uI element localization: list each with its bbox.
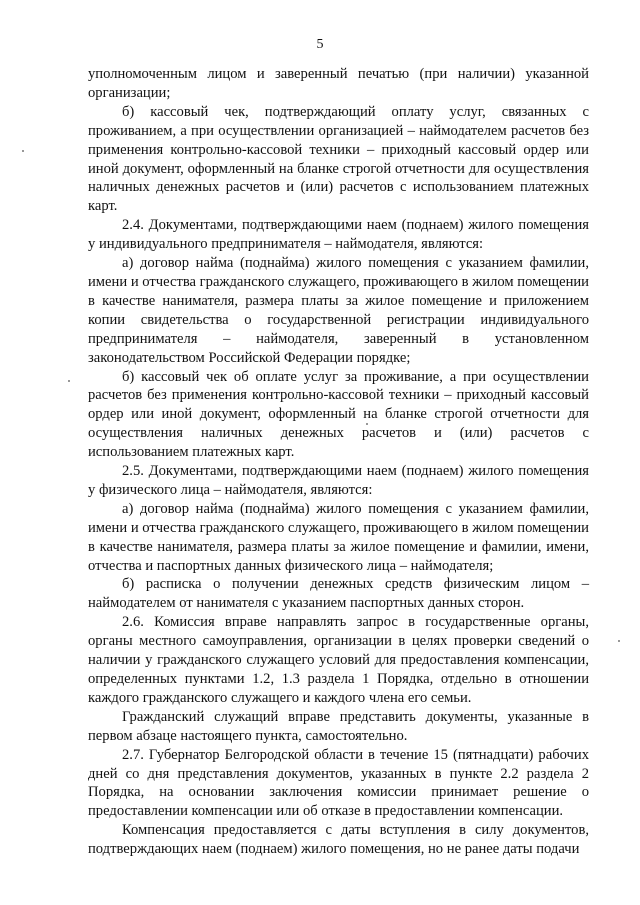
paragraph-compensation-start: Компенсация предоставляется с даты вступления в силу документов, подтверждающих наем (поднаем) жилого помещения, но не ранее даты подачи bbox=[88, 822, 589, 858]
paragraph-2-4-b: б) кассовый чек об оплате услуг за проживание, а при осуществлении расчетов без применения контрольно-кассовой техники – приходный кассовый ордер или иной документ, оформленный на бланке строгой отчетности для осуществления наличных денежных расчетов и (или) расчетов с использованием платежных карт. bbox=[88, 368, 589, 461]
document-body bbox=[88, 65, 589, 859]
scan-speck bbox=[22, 150, 24, 152]
paragraph-2-5-a: а) договор найма (поднайма) жилого помещения с указанием фамилии, имени и отчества гражданского служащего, проживающего в жилом помещении в качестве нанимателя, размера платы за жилое помещение и фамилии, имени, отчества и паспортных данных физического лица – наймодателя; bbox=[88, 500, 589, 574]
paragraph-2-4-a: а) договор найма (поднайма) жилого помещения с указанием фамилии, имени и отчества гражданского служащего, проживающего в жилом помещении в качестве нанимателя, размера платы за жилое помещение и приложением копии свидетельства о государственной регистрации индивидуального предпринимателя – наймодателя, заверенный в установленном законодательством Российской Федерации порядке; bbox=[88, 255, 589, 366]
scan-speck bbox=[618, 640, 620, 642]
paragraph-section-2-7: 2.7. Губернатор Белгородской области в течение 15 (пятнадцати) рабочих дней со дня представления документов, указанных в пункте 2.2 раздела 2 Порядка, на основании заключения комиссии принимает решение о предоставлении компенсации или об отказе в предоставлении компенсации. bbox=[88, 746, 589, 820]
scan-speck bbox=[68, 380, 70, 382]
paragraph-2-6-self-submission: Гражданский служащий вправе представить документы, указанные в первом абзаце настоящего пункта, самостоятельно. bbox=[88, 708, 589, 744]
paragraph-section-2-5: 2.5. Документами, подтверждающими наем (поднаем) жилого помещения у физического лица – наймодателя, являются: bbox=[88, 463, 589, 498]
paragraph-section-2-4: 2.4. Документами, подтверждающими наем (поднаем) жилого помещения у индивидуального предпринимателя – наймодателя, являются: bbox=[88, 217, 589, 253]
paragraph-2-5-b: б) расписка о получении денежных средств физическим лицом – наймодателем от нанимателя с указанием паспортных данных сторон. bbox=[88, 576, 589, 612]
paragraph-cash-receipt-org: б) кассовый чек, подтверждающий оплату услуг, связанных с проживанием, а при осуществлении организацией – наймодателем расчетов без применения контрольно-кассовой техники – приходный кассовый ордер или иной документ, оформленный на бланке строгой отчетности для осуществления наличных денежных расчетов и (или) расчетов с использованием платежных карт. bbox=[88, 103, 589, 215]
paragraph-section-2-6: 2.6. Комиссия вправе направлять запрос в государственные органы, органы местного самоуправления, организации в целях проверки сведений о наличии у гражданского служащего условий для предоставления компенсации, определенных пунктами 1.2, 1.3 раздела 1 Порядка, отдельно в отношении каждого гражданского служащего и каждого члена его семьи. bbox=[88, 614, 589, 706]
paragraph-org-continuation: уполномоченным лицом и заверенный печатью (при наличии) указанной организации; bbox=[88, 66, 589, 101]
page-number: 5 bbox=[316, 37, 324, 52]
scan-speck bbox=[366, 423, 368, 425]
